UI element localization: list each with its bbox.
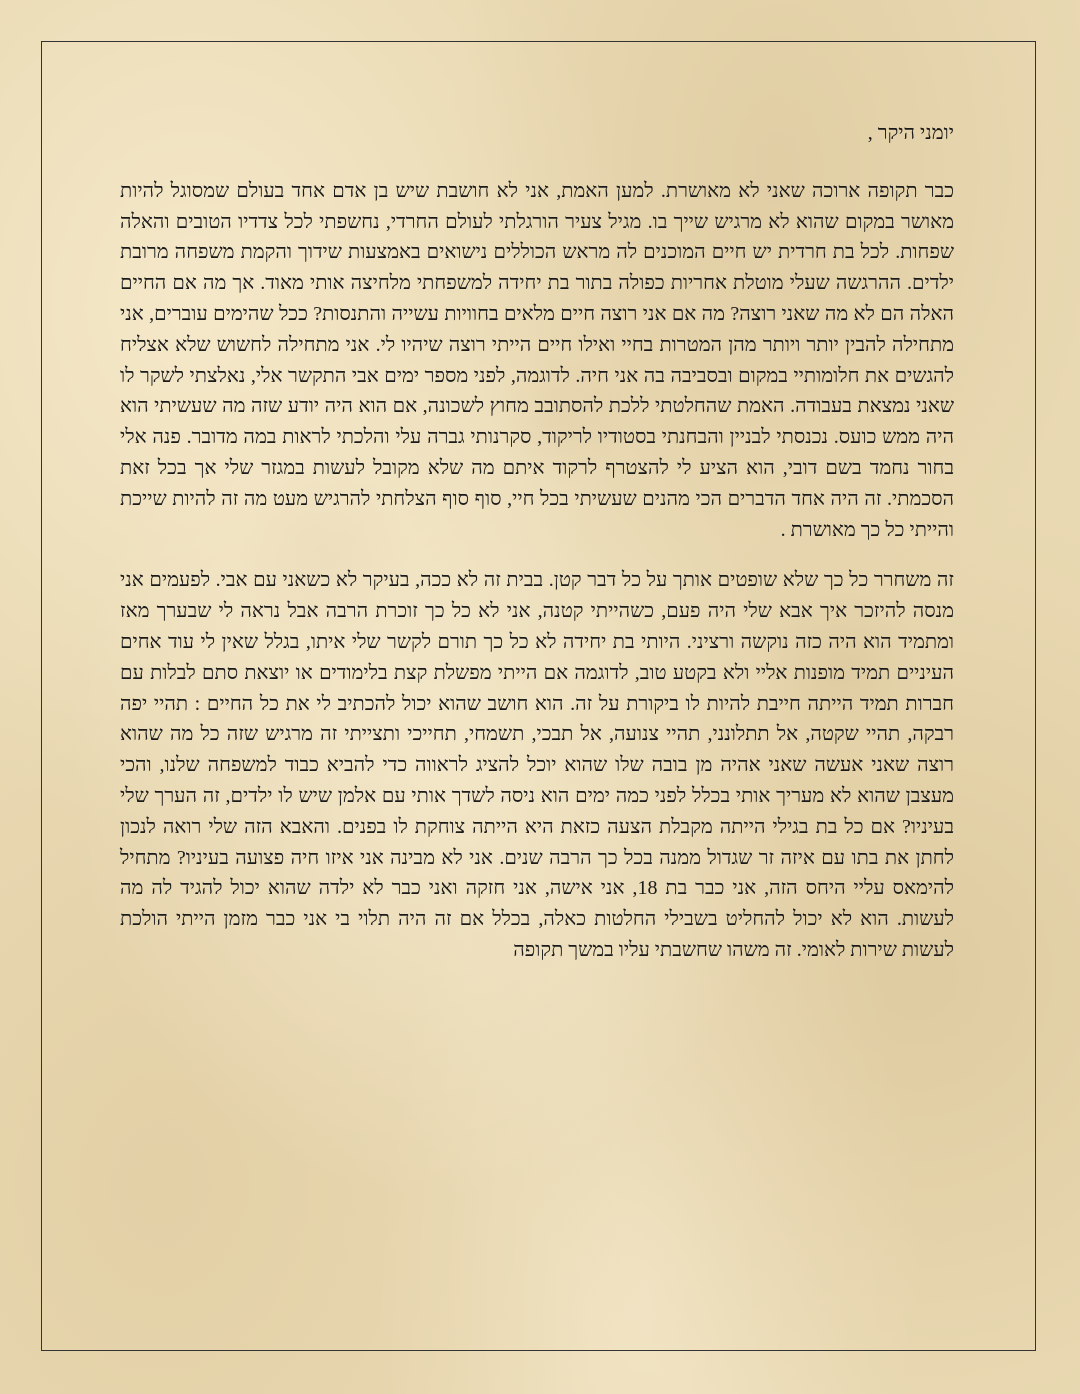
paragraph-1: כבר תקופה ארוכה שאני לא מאושרת. למען האמת, אני לא חושבת שיש בן אדם אחד בעולם שמסוגל להיות מאושר במקום שהוא לא מרגיש שייך בו. מגיל צעיר הורגלתי לעולם החרדי, נחשפתי לכל צדדיו הטובים והאלה שפחות. לכל בת חרדית יש חיים המוכנים לה מראש הכוללים נישואים באמצעות שידוך והקמת משפחה מרובת ילדים. ההרגשה שעלי מוטלת אחריות כפולה בתור בת יחידה למשפחתי מלחיצה אותי מאוד. אך מה אם החיים האלה הם לא מה שאני רוצה? מה אם אני רוצה חיים מלאים בחוויות עשייה והתנסות? ככל שהימים עוברים, אני מתחילה להבין יותר ויותר מהן המטרות בחיי ואילו חיים הייתי רוצה שיהיו לי. אני מתחילה לחשוש שלא אצליח להגשים את חלומותיי במקום ובסביבה בה אני חיה. לדוגמה, לפני מספר ימים אבי התקשר אלי, נאלצתי לשקר לו שאני נמצאת בעבודה. האמת שהחלטתי ללכת להסתובב מחוץ לשכונה, אם הוא היה יודע שזה מה שעשיתי הוא היה ממש כועס. נכנסתי לבניין והבחנתי בסטודיו לריקוד, סקרנותי גברה עלי והלכתי לראות במה מדובר. פנה אלי בחור נחמד בשם דובי, הוא הציע לי להצטרף לרקוד איתם מה שלא מקובל לעשות במגזר שלי אך בכל זאת הסכמתי. זה היה אחד הדברים הכי מהנים שעשיתי בכל חיי, סוף סוף הצלחתי להרגיש מעט מה זה להיות שייכת והייתי כל כך מאושרת .	[120, 179, 954, 541]
diary-letter	[120, 118, 954, 986]
paragraph-2: זה משחרר כל כך שלא שופטים אותך על כל דבר קטן. בבית זה לא ככה, בעיקר לא כשאני עם אבי. לפעמים אני מנסה להיזכר איך אבא שלי היה פעם, כשהייתי קטנה, אני לא כל כך זוכרת הרבה אבל נראה לי שבערך מאז ומתמיד הוא היה כזה נוקשה ורציני. היותי בת יחידה לא כל כך תורם לקשר שלי איתו, בגלל שאין לי עוד אחים העיניים תמיד מופנות אליי ולא בקטע טוב, לדוגמה אם הייתי מפשלת קצת בלימודים או יוצאת סתם לבלות עם חברות תמיד הייתה חייבת להיות לו ביקורת על זה. הוא חושב שהוא יכול להכתיב לי את כל החיים : תהיי יפה רבקה, תהיי שקטה, אל תתלונני, תהיי צנועה, אל תבכי, תשמחי, תחייכי ותצייתי זה מרגיש שזה כל מה שהוא רוצה שאני אעשה שאני אהיה מן בובה שלו שהוא יוכל להציג לראווה כדי להביא כבוד למשפחה שלנו, והכי מעצבן שהוא לא מעריך אותי בכלל לפני כמה ימים הוא ניסה לשדך אותי עם אלמן שיש לו ילדים, זה הערך שלי בעיניו? אם כל בת בגילי הייתה מקבלת הצעה כזאת היא הייתה צוחקת לו בפנים. והאבא הזה שלי רואה לנכון לחתן את בתו עם איזה זר שגדול ממנה בכל כך הרבה שנים. אני לא מבינה אני איזו חיה פצועה בעיניו? מתחיל להימאס עליי היחס הזה, אני כבר בת 18, אני אישה, אני חזקה ואני כבר לא ילדה שהוא יכול להגיד לה מה לעשות. הוא לא יכול להחליט בשבילי החלטות כאלה, בכלל אם זה היה תלוי בי אני כבר מזמן הייתי הולכת לעשות שירות לאומי. זה משהו שחשבתי עליו במשך תקופה	[120, 569, 954, 961]
salutation: יומני היקר ,	[867, 122, 954, 144]
